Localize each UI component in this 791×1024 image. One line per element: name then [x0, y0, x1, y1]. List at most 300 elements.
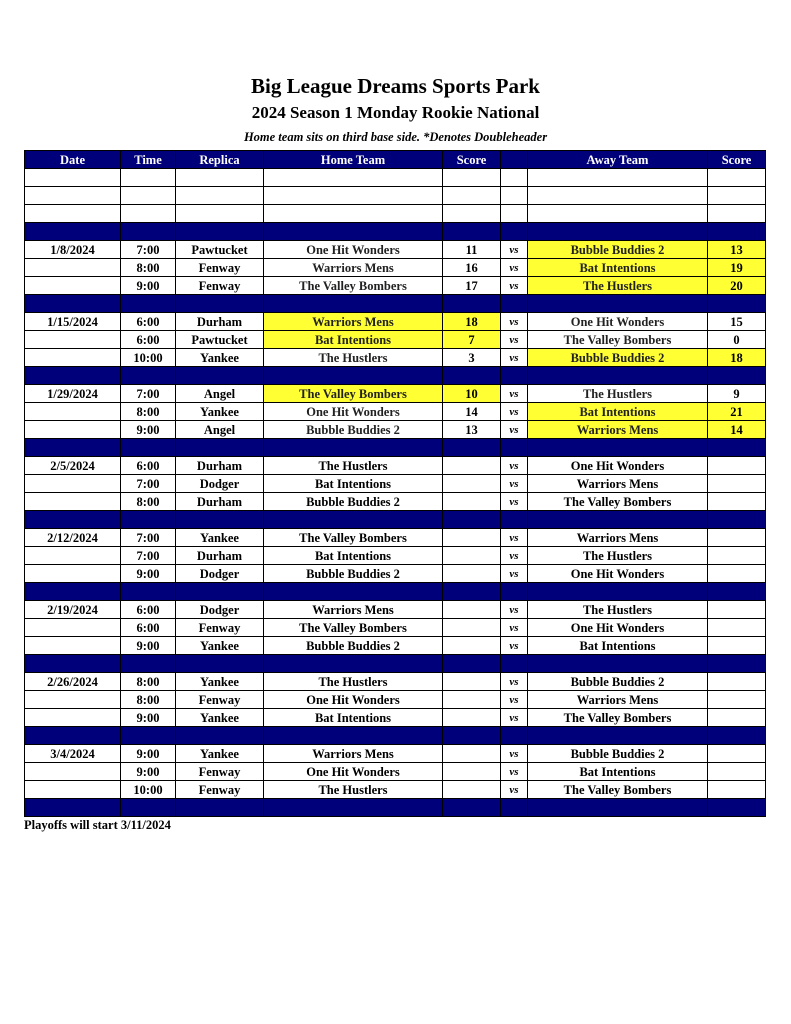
home-score-cell	[443, 763, 501, 781]
vs-cell: vs	[501, 745, 528, 763]
separator-cell	[528, 655, 708, 673]
empty-cell	[708, 205, 766, 223]
table-row	[25, 691, 766, 709]
table-row	[25, 745, 766, 763]
away-score-cell	[708, 547, 766, 565]
separator-cell	[121, 439, 176, 457]
table-header-row	[25, 151, 766, 169]
week-separator-row	[25, 583, 766, 601]
home-team-cell: Bubble Buddies 2	[264, 637, 443, 655]
time-cell: 6:00	[121, 331, 176, 349]
week-separator-row	[25, 511, 766, 529]
page-note: Home team sits on third base side. *Denotes Doubleheader	[243, 130, 548, 144]
away-team-cell: The Valley Bombers	[528, 331, 708, 349]
away-score-cell: 14	[708, 421, 766, 439]
empty-cell	[25, 205, 121, 223]
separator-cell	[501, 727, 528, 745]
vs-cell: vs	[501, 601, 528, 619]
replica-cell: Yankee	[176, 529, 264, 547]
away-score-cell: 21	[708, 403, 766, 421]
schedule-body	[25, 169, 766, 817]
separator-cell	[176, 655, 264, 673]
separator-cell	[25, 295, 121, 313]
footer-note: Playoffs will start 3/11/2024	[24, 818, 171, 832]
separator-cell	[264, 799, 443, 817]
empty-cell	[528, 169, 708, 187]
home-score-cell	[443, 601, 501, 619]
home-team-cell: The Hustlers	[264, 673, 443, 691]
home-team-cell: One Hit Wonders	[264, 763, 443, 781]
separator-cell	[501, 223, 528, 241]
time-cell: 9:00	[121, 421, 176, 439]
column-header: Away Team	[528, 151, 708, 169]
column-header	[501, 151, 528, 169]
replica-cell: Durham	[176, 493, 264, 511]
replica-cell: Yankee	[176, 673, 264, 691]
away-score-cell	[708, 637, 766, 655]
week-separator-row	[25, 655, 766, 673]
separator-cell	[443, 367, 501, 385]
away-team-cell: The Hustlers	[528, 601, 708, 619]
separator-cell	[25, 655, 121, 673]
away-score-cell	[708, 601, 766, 619]
home-score-cell	[443, 691, 501, 709]
week-separator-row	[25, 295, 766, 313]
time-cell: 9:00	[121, 565, 176, 583]
replica-cell: Fenway	[176, 691, 264, 709]
vs-cell: vs	[501, 493, 528, 511]
separator-cell	[121, 655, 176, 673]
home-team-cell: One Hit Wonders	[264, 241, 443, 259]
time-cell: 9:00	[121, 277, 176, 295]
away-score-cell: 15	[708, 313, 766, 331]
home-score-cell	[443, 781, 501, 799]
table-row	[25, 565, 766, 583]
time-cell: 9:00	[121, 763, 176, 781]
separator-cell	[528, 367, 708, 385]
home-team-cell: The Valley Bombers	[264, 277, 443, 295]
column-header: Replica	[176, 151, 264, 169]
away-team-cell: The Hustlers	[528, 277, 708, 295]
separator-cell	[528, 727, 708, 745]
empty-cell	[25, 169, 121, 187]
table-row	[25, 349, 766, 367]
empty-cell	[528, 187, 708, 205]
separator-cell	[501, 511, 528, 529]
home-team-cell: One Hit Wonders	[264, 403, 443, 421]
separator-cell	[25, 799, 121, 817]
away-score-cell: 13	[708, 241, 766, 259]
away-score-cell	[708, 691, 766, 709]
separator-cell	[443, 223, 501, 241]
table-row	[25, 241, 766, 259]
date-cell	[25, 781, 121, 799]
replica-cell: Angel	[176, 421, 264, 439]
empty-cell	[501, 187, 528, 205]
date-cell	[25, 691, 121, 709]
time-cell: 7:00	[121, 475, 176, 493]
vs-cell: vs	[501, 565, 528, 583]
table-row	[25, 331, 766, 349]
empty-cell	[501, 205, 528, 223]
table-row	[25, 763, 766, 781]
table-row	[25, 277, 766, 295]
home-team-cell: The Valley Bombers	[264, 619, 443, 637]
away-score-cell	[708, 619, 766, 637]
replica-cell: Dodger	[176, 601, 264, 619]
away-score-cell	[708, 709, 766, 727]
replica-cell: Yankee	[176, 349, 264, 367]
date-cell	[25, 349, 121, 367]
separator-cell	[25, 511, 121, 529]
away-score-cell	[708, 565, 766, 583]
separator-cell	[443, 295, 501, 313]
away-team-cell: The Hustlers	[528, 385, 708, 403]
vs-cell: vs	[501, 529, 528, 547]
separator-cell	[708, 295, 766, 313]
table-row	[25, 547, 766, 565]
date-cell	[25, 475, 121, 493]
replica-cell: Yankee	[176, 709, 264, 727]
separator-cell	[121, 223, 176, 241]
home-score-cell	[443, 619, 501, 637]
home-team-cell: The Valley Bombers	[264, 529, 443, 547]
separator-cell	[443, 727, 501, 745]
away-team-cell: Bat Intentions	[528, 403, 708, 421]
separator-cell	[501, 799, 528, 817]
vs-cell: vs	[501, 277, 528, 295]
table-row	[25, 781, 766, 799]
separator-cell	[25, 223, 121, 241]
home-score-cell: 13	[443, 421, 501, 439]
away-score-cell	[708, 781, 766, 799]
date-cell	[25, 619, 121, 637]
page-subtitle: 2024 Season 1 Monday Rookie National	[251, 103, 540, 122]
home-team-cell: Bubble Buddies 2	[264, 565, 443, 583]
separator-cell	[264, 367, 443, 385]
separator-cell	[443, 511, 501, 529]
replica-cell: Fenway	[176, 277, 264, 295]
vs-cell: vs	[501, 331, 528, 349]
table-row	[25, 529, 766, 547]
separator-cell	[121, 367, 176, 385]
replica-cell: Yankee	[176, 637, 264, 655]
home-team-cell: Warriors Mens	[264, 601, 443, 619]
away-team-cell: Warriors Mens	[528, 691, 708, 709]
separator-cell	[176, 439, 264, 457]
away-team-cell: One Hit Wonders	[528, 457, 708, 475]
separator-cell	[708, 511, 766, 529]
table-row	[25, 637, 766, 655]
empty-cell	[528, 205, 708, 223]
replica-cell: Pawtucket	[176, 241, 264, 259]
date-cell	[25, 421, 121, 439]
week-separator-row	[25, 367, 766, 385]
home-team-cell: Bat Intentions	[264, 331, 443, 349]
home-team-cell: Bubble Buddies 2	[264, 421, 443, 439]
table-row	[25, 709, 766, 727]
empty-cell	[264, 205, 443, 223]
separator-cell	[264, 439, 443, 457]
away-team-cell: Bat Intentions	[528, 763, 708, 781]
time-cell: 8:00	[121, 691, 176, 709]
home-score-cell: 17	[443, 277, 501, 295]
time-cell: 9:00	[121, 709, 176, 727]
separator-cell	[501, 583, 528, 601]
column-header: Home Team	[264, 151, 443, 169]
empty-cell	[176, 187, 264, 205]
separator-cell	[176, 367, 264, 385]
empty-cell	[121, 205, 176, 223]
away-team-cell: The Valley Bombers	[528, 781, 708, 799]
separator-cell	[176, 295, 264, 313]
time-cell: 10:00	[121, 349, 176, 367]
away-team-cell: Bubble Buddies 2	[528, 745, 708, 763]
away-score-cell	[708, 457, 766, 475]
away-team-cell: Warriors Mens	[528, 529, 708, 547]
date-cell: 1/8/2024	[25, 241, 121, 259]
empty-cell	[443, 187, 501, 205]
separator-cell	[121, 583, 176, 601]
home-score-cell	[443, 745, 501, 763]
away-team-cell: Bat Intentions	[528, 637, 708, 655]
replica-cell: Dodger	[176, 475, 264, 493]
away-team-cell: Bat Intentions	[528, 259, 708, 277]
away-score-cell	[708, 475, 766, 493]
time-cell: 6:00	[121, 619, 176, 637]
time-cell: 6:00	[121, 313, 176, 331]
page-title: Big League Dreams Sports Park	[251, 74, 540, 98]
time-cell: 8:00	[121, 259, 176, 277]
separator-cell	[708, 799, 766, 817]
vs-cell: vs	[501, 421, 528, 439]
replica-cell: Yankee	[176, 745, 264, 763]
time-cell: 8:00	[121, 673, 176, 691]
away-score-cell	[708, 493, 766, 511]
separator-cell	[443, 655, 501, 673]
home-team-cell: One Hit Wonders	[264, 691, 443, 709]
separator-cell	[443, 583, 501, 601]
empty-cell	[443, 169, 501, 187]
home-team-cell: The Hustlers	[264, 349, 443, 367]
separator-cell	[708, 583, 766, 601]
separator-cell	[708, 655, 766, 673]
table-row	[25, 385, 766, 403]
home-team-cell: Warriors Mens	[264, 313, 443, 331]
empty-cell	[176, 205, 264, 223]
away-team-cell: One Hit Wonders	[528, 565, 708, 583]
away-score-cell: 9	[708, 385, 766, 403]
time-cell: 7:00	[121, 241, 176, 259]
date-cell	[25, 547, 121, 565]
away-team-cell: Bubble Buddies 2	[528, 241, 708, 259]
empty-cell	[501, 169, 528, 187]
home-score-cell: 16	[443, 259, 501, 277]
replica-cell: Fenway	[176, 619, 264, 637]
table-row	[25, 493, 766, 511]
empty-cell	[443, 205, 501, 223]
home-score-cell: 10	[443, 385, 501, 403]
away-score-cell	[708, 745, 766, 763]
table-row	[25, 619, 766, 637]
date-cell	[25, 403, 121, 421]
empty-cell	[25, 187, 121, 205]
time-cell: 9:00	[121, 637, 176, 655]
separator-cell	[25, 727, 121, 745]
vs-cell: vs	[501, 763, 528, 781]
table-row	[25, 259, 766, 277]
table-row	[25, 673, 766, 691]
home-score-cell	[443, 637, 501, 655]
time-cell: 8:00	[121, 403, 176, 421]
away-team-cell: The Valley Bombers	[528, 709, 708, 727]
home-team-cell: Bat Intentions	[264, 547, 443, 565]
home-score-cell	[443, 673, 501, 691]
column-header: Date	[25, 151, 121, 169]
away-team-cell: Bubble Buddies 2	[528, 673, 708, 691]
separator-cell	[528, 295, 708, 313]
week-separator-row	[25, 439, 766, 457]
away-team-cell: Warriors Mens	[528, 475, 708, 493]
away-score-cell	[708, 673, 766, 691]
home-score-cell	[443, 565, 501, 583]
date-cell	[25, 277, 121, 295]
away-score-cell: 20	[708, 277, 766, 295]
vs-cell: vs	[501, 241, 528, 259]
separator-cell	[25, 583, 121, 601]
date-cell	[25, 259, 121, 277]
home-score-cell	[443, 547, 501, 565]
column-header: Score	[708, 151, 766, 169]
schedule-table	[24, 150, 766, 817]
separator-cell	[25, 439, 121, 457]
home-team-cell: The Hustlers	[264, 457, 443, 475]
time-cell: 10:00	[121, 781, 176, 799]
away-score-cell: 19	[708, 259, 766, 277]
date-cell	[25, 637, 121, 655]
vs-cell: vs	[501, 475, 528, 493]
home-score-cell	[443, 709, 501, 727]
vs-cell: vs	[501, 259, 528, 277]
date-cell: 3/4/2024	[25, 745, 121, 763]
date-cell: 1/29/2024	[25, 385, 121, 403]
blank-row	[25, 169, 766, 187]
separator-cell	[501, 655, 528, 673]
away-team-cell: One Hit Wonders	[528, 313, 708, 331]
home-score-cell: 18	[443, 313, 501, 331]
vs-cell: vs	[501, 673, 528, 691]
date-cell	[25, 565, 121, 583]
replica-cell: Dodger	[176, 565, 264, 583]
table-row	[25, 313, 766, 331]
table-row	[25, 421, 766, 439]
week-separator-row	[25, 223, 766, 241]
separator-cell	[708, 367, 766, 385]
table-row	[25, 475, 766, 493]
replica-cell: Pawtucket	[176, 331, 264, 349]
separator-cell	[264, 511, 443, 529]
home-team-cell: Warriors Mens	[264, 745, 443, 763]
separator-cell	[121, 799, 176, 817]
home-team-cell: Bat Intentions	[264, 475, 443, 493]
separator-cell	[708, 727, 766, 745]
away-team-cell: Bubble Buddies 2	[528, 349, 708, 367]
home-score-cell	[443, 529, 501, 547]
away-score-cell: 0	[708, 331, 766, 349]
separator-cell	[501, 439, 528, 457]
time-cell: 7:00	[121, 547, 176, 565]
separator-cell	[264, 223, 443, 241]
separator-cell	[176, 223, 264, 241]
away-team-cell: One Hit Wonders	[528, 619, 708, 637]
blank-row	[25, 187, 766, 205]
week-separator-row	[25, 799, 766, 817]
home-score-cell: 3	[443, 349, 501, 367]
separator-cell	[121, 511, 176, 529]
empty-cell	[708, 169, 766, 187]
time-cell: 6:00	[121, 601, 176, 619]
home-team-cell: The Hustlers	[264, 781, 443, 799]
table-row	[25, 403, 766, 421]
time-cell: 6:00	[121, 457, 176, 475]
separator-cell	[443, 439, 501, 457]
vs-cell: vs	[501, 403, 528, 421]
vs-cell: vs	[501, 691, 528, 709]
separator-cell	[121, 727, 176, 745]
replica-cell: Durham	[176, 457, 264, 475]
separator-cell	[528, 799, 708, 817]
separator-cell	[25, 367, 121, 385]
home-score-cell	[443, 493, 501, 511]
separator-cell	[528, 223, 708, 241]
separator-cell	[501, 295, 528, 313]
replica-cell: Angel	[176, 385, 264, 403]
time-cell: 9:00	[121, 745, 176, 763]
table-row	[25, 457, 766, 475]
vs-cell: vs	[501, 547, 528, 565]
separator-cell	[528, 583, 708, 601]
replica-cell: Durham	[176, 547, 264, 565]
vs-cell: vs	[501, 637, 528, 655]
date-cell	[25, 709, 121, 727]
replica-cell: Fenway	[176, 259, 264, 277]
home-team-cell: Bubble Buddies 2	[264, 493, 443, 511]
separator-cell	[176, 727, 264, 745]
separator-cell	[528, 439, 708, 457]
separator-cell	[528, 511, 708, 529]
table-row	[25, 601, 766, 619]
away-team-cell: The Valley Bombers	[528, 493, 708, 511]
date-cell	[25, 763, 121, 781]
away-team-cell: The Hustlers	[528, 547, 708, 565]
empty-cell	[264, 169, 443, 187]
separator-cell	[443, 799, 501, 817]
column-header: Time	[121, 151, 176, 169]
vs-cell: vs	[501, 349, 528, 367]
home-team-cell: Bat Intentions	[264, 709, 443, 727]
empty-cell	[708, 187, 766, 205]
home-score-cell: 7	[443, 331, 501, 349]
separator-cell	[501, 367, 528, 385]
vs-cell: vs	[501, 313, 528, 331]
date-cell: 1/15/2024	[25, 313, 121, 331]
away-team-cell: Warriors Mens	[528, 421, 708, 439]
vs-cell: vs	[501, 619, 528, 637]
vs-cell: vs	[501, 709, 528, 727]
separator-cell	[121, 295, 176, 313]
home-score-cell	[443, 457, 501, 475]
separator-cell	[176, 799, 264, 817]
